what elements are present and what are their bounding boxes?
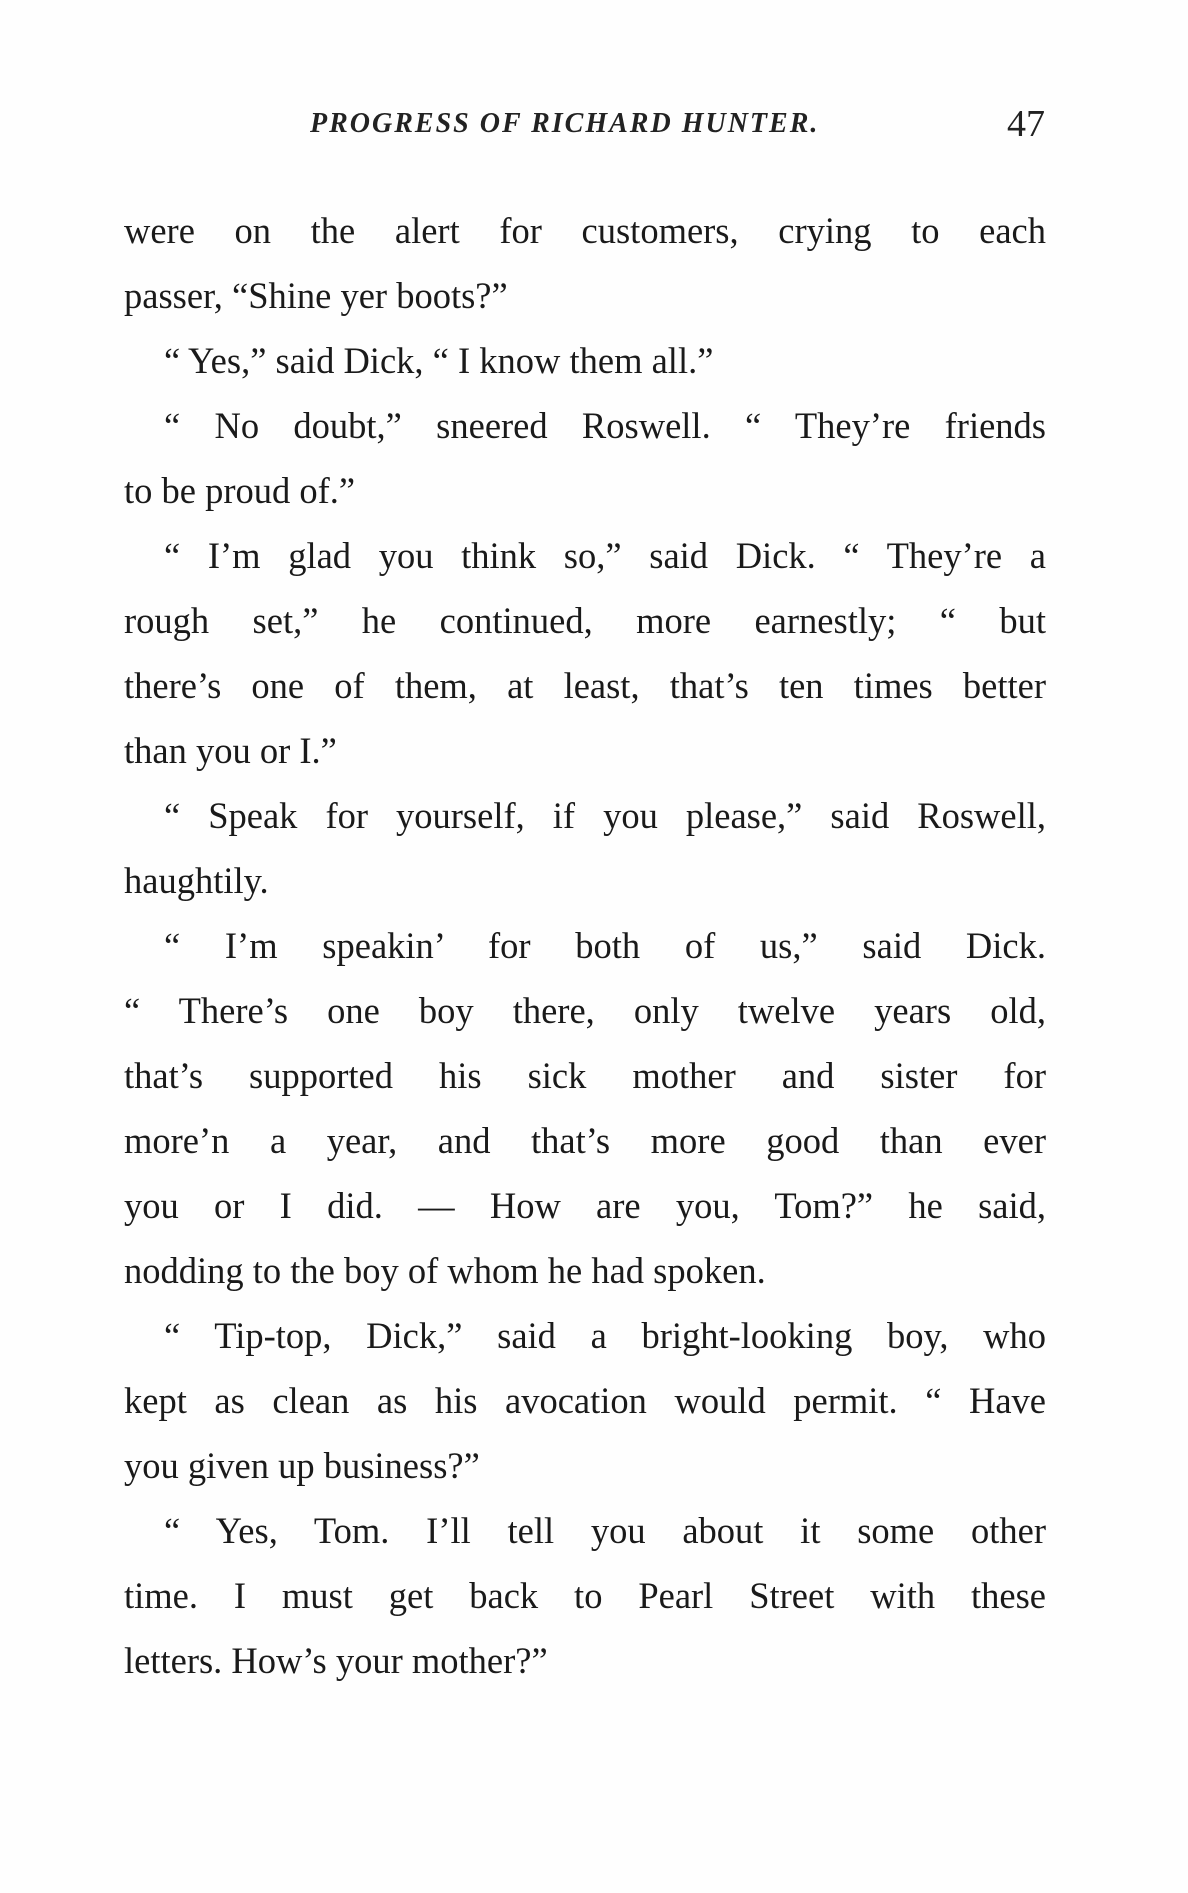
page-header: [125, 103, 1045, 158]
text-line: “ I’m glad you think so,” said Dick. “ They’re a: [164, 535, 1046, 576]
text-line: passer, “Shine yer boots?”: [124, 275, 508, 316]
text-line: kept as clean as his avocation would permit. “ Have: [124, 1380, 1046, 1421]
text-line: “ Yes, Tom. I’ll tell you about it some other: [164, 1510, 1046, 1551]
text-line: you given up business?”: [124, 1445, 480, 1486]
text-line: time. I must get back to Pearl Street with these: [124, 1575, 1046, 1616]
text-line: there’s one of them, at least, that’s ten times better: [124, 665, 1046, 706]
text-line: “ No doubt,” sneered Roswell. “ They’re friends: [164, 405, 1046, 446]
text-line: than you or I.”: [124, 730, 337, 771]
page-number: 47: [1007, 103, 1045, 145]
text-line: “ There’s one boy there, only twelve years old,: [124, 990, 1046, 1031]
text-line: “ I’m speakin’ for both of us,” said Dick.: [164, 925, 1046, 966]
text-line: “ Speak for yourself, if you please,” said Roswell,: [164, 795, 1046, 836]
text-line: to be proud of.”: [124, 470, 356, 511]
running-head: PROGRESS OF RICHARD HUNTER.: [310, 108, 820, 139]
body-text: [124, 198, 1046, 1693]
text-line: more’n a year, and that’s more good than ever: [124, 1120, 1046, 1161]
text-line: that’s supported his sick mother and sister for: [124, 1055, 1046, 1096]
text-line: were on the alert for customers, crying to each: [124, 210, 1046, 251]
text-line: letters. How’s your mother?”: [124, 1640, 548, 1681]
text-line: “ Tip-top, Dick,” said a bright-looking boy, who: [164, 1315, 1046, 1356]
text-line: “ Yes,” said Dick, “ I know them all.”: [164, 340, 714, 381]
text-line: rough set,” he continued, more earnestly; “ but: [124, 600, 1046, 641]
text-line: haughtily.: [124, 860, 269, 901]
text-line: you or I did. — How are you, Tom?” he said,: [124, 1185, 1046, 1226]
text-line: nodding to the boy of whom he had spoken.: [124, 1250, 766, 1291]
